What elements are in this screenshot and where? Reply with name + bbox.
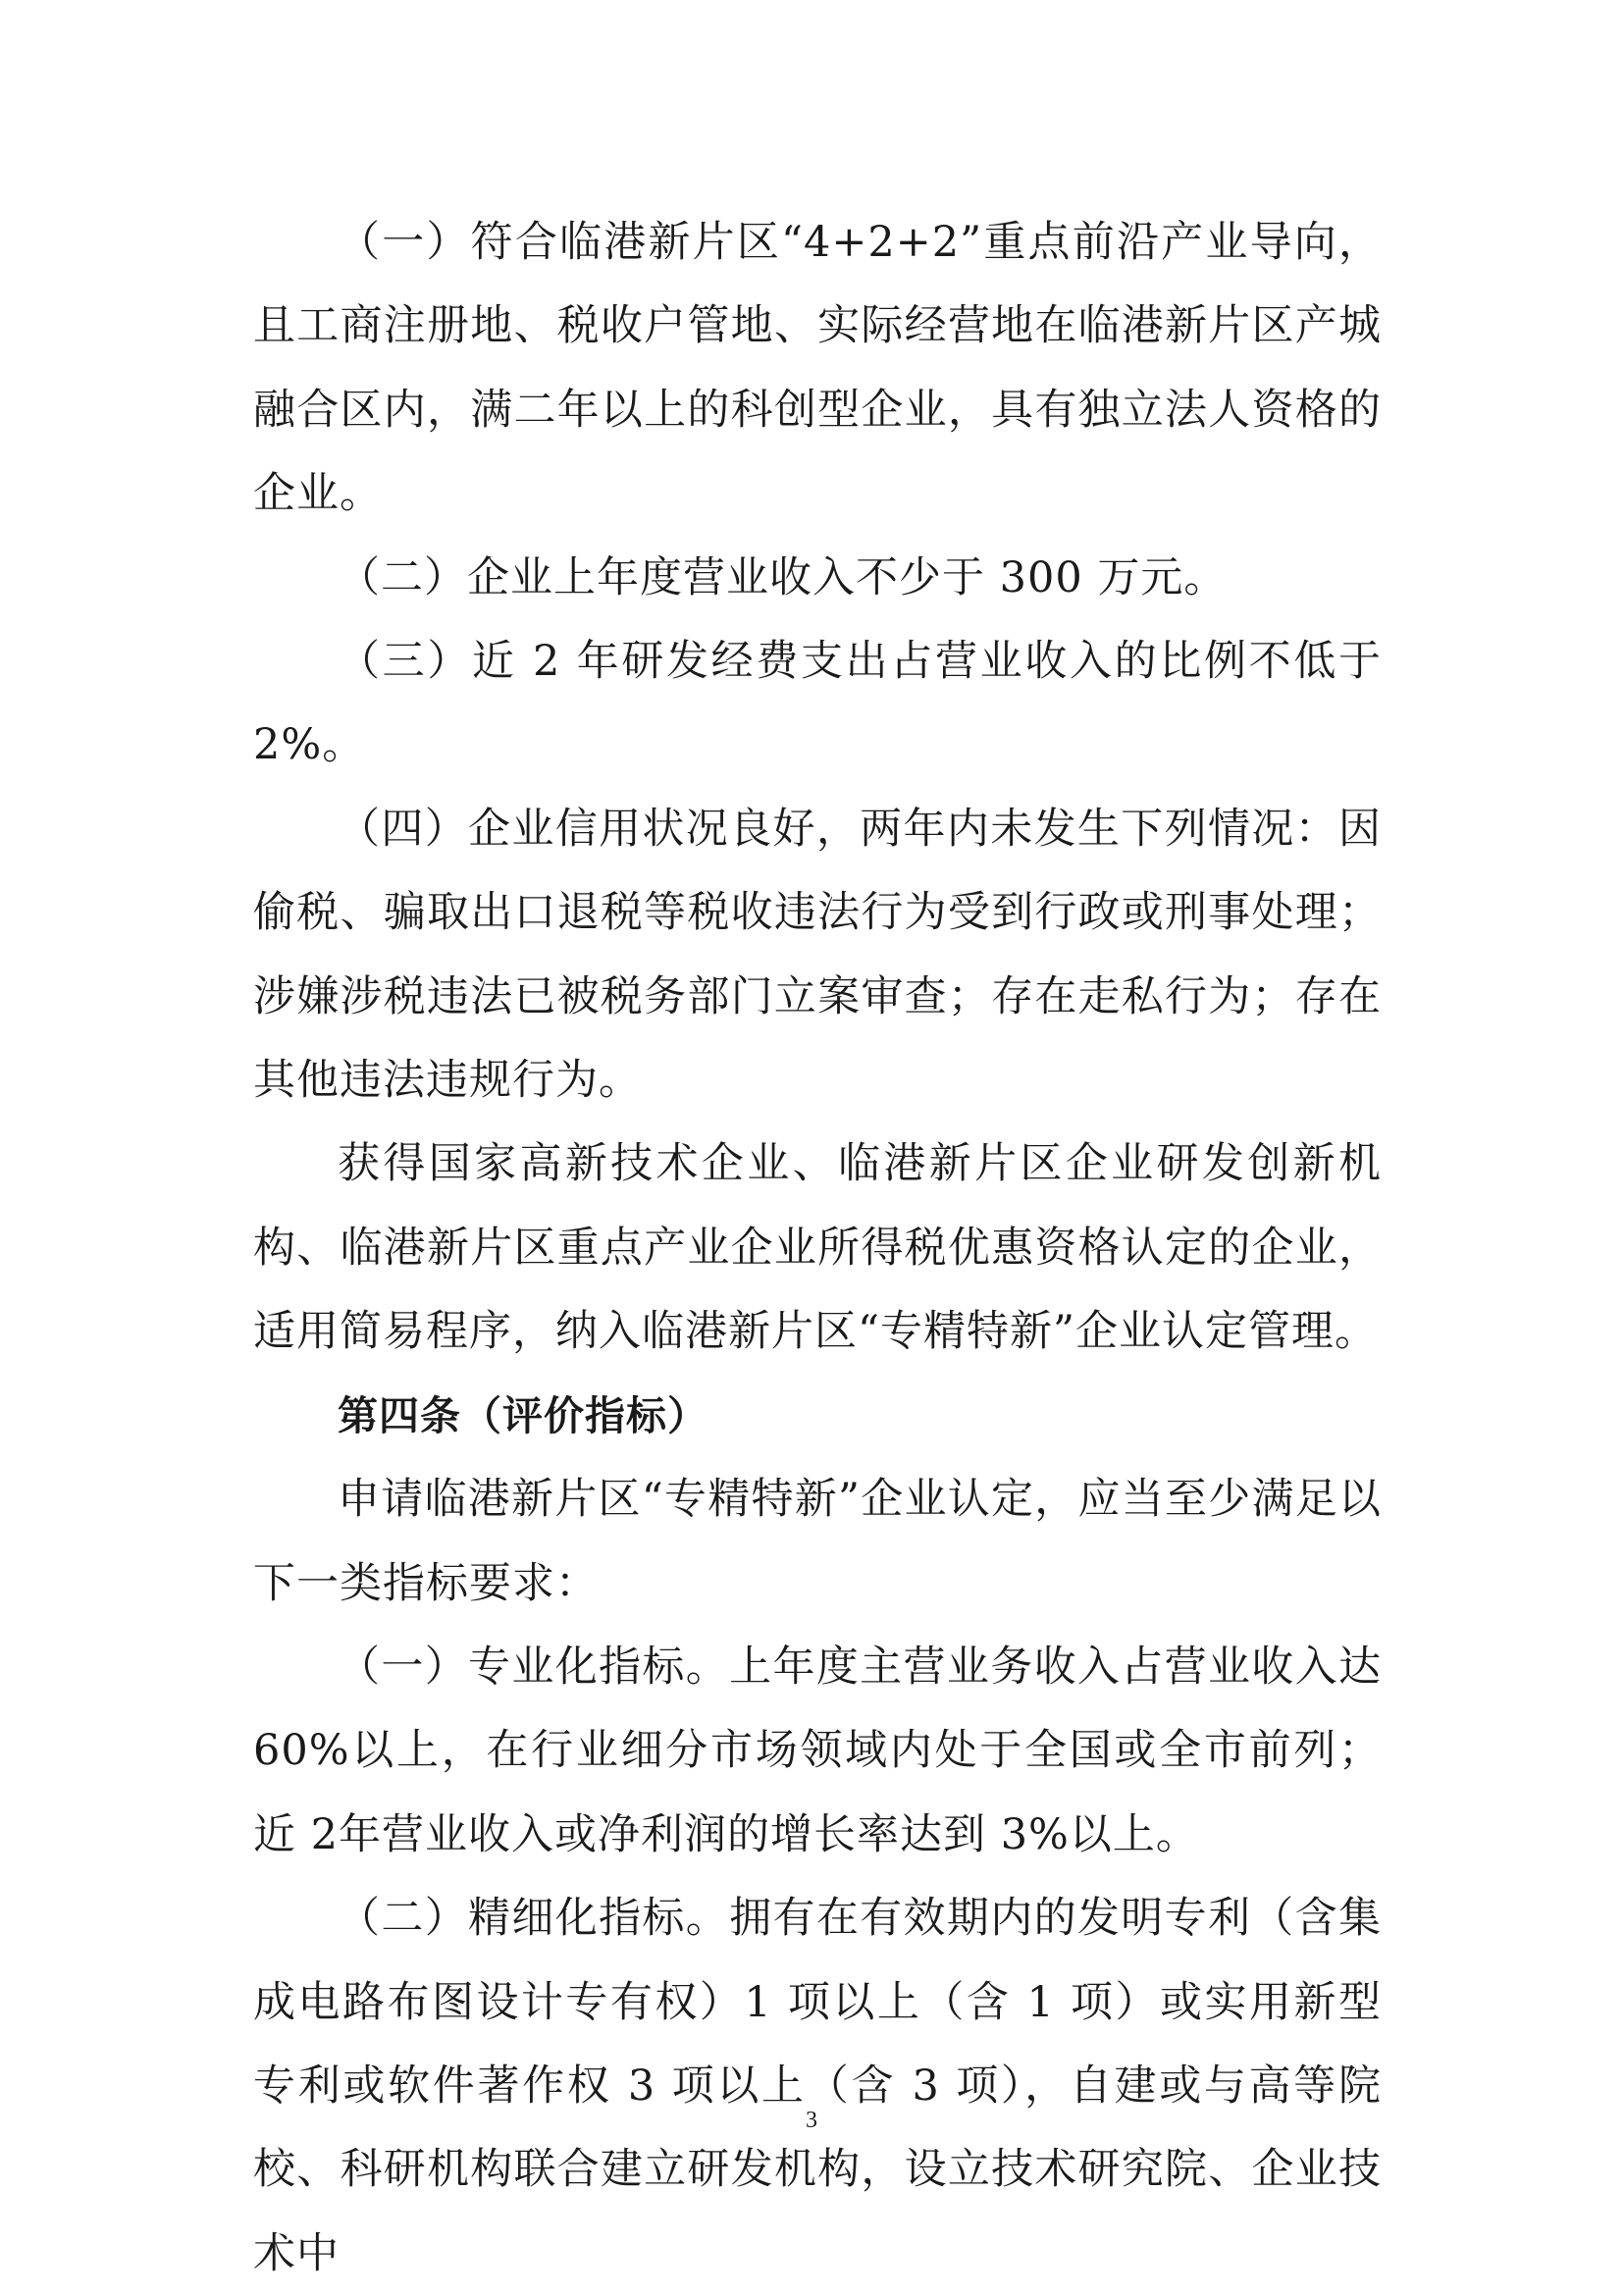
page-number: 3 (806, 2108, 817, 2133)
paragraph-simplified-procedure: 获得国家高新技术企业、临港新片区企业研发创新机构、临港新片区重点产业企业所得税优惠资格认定的企业，适用简易程序，纳入临港新片区“专精特新”企业认定管理。 (253, 1139, 1382, 1357)
paragraph-refinement-indicator: （二）精细化指标。拥有在有效期内的发明专利（含集成电路布图设计专有权）1 项以上（含 1 项）或实用新型专利或软件著作权 3 项以上（含 3 项），自建或与高等院校、科研机构联合建立研发机构，设立技术研究院、企业技术中 (253, 1894, 1382, 2278)
document-body (253, 201, 1382, 2296)
paragraph-condition-1: （一）符合临港新片区“4+2+2”重点前沿产业导向，且工商注册地、税收户管地、实际经营地在临港新片区产城融合区内，满二年以上的科创型企业，具有独立法人资格的企业。 (253, 218, 1382, 519)
paragraph-specialization-indicator: （一）专业化指标。上年度主营业务收入占营业收入达60%以上，在行业细分市场领域内处于全国或全市前列；近 2年营业收入或净利润的增长率达到 3%以上。 (253, 1642, 1382, 1859)
article-heading: 第四条（评价指标） (338, 1391, 708, 1439)
paragraph-indicator-intro: 申请临港新片区“专精特新”企业认定，应当至少满足以下一类指标要求： (253, 1475, 1382, 1608)
paragraph-condition-2: （二）企业上年度营业收入不少于 300 万元。 (338, 552, 1228, 602)
paragraph-condition-4: （四）企业信用状况良好，两年内未发生下列情况：因偷税、骗取出口退税等税收违法行为受到行政或刑事处理；涉嫌涉税违法已被税务部门立案审查；存在走私行为；存在其他违法违规行为。 (253, 804, 1382, 1106)
paragraph-condition-3: （三）近 2 年研发经费支出占营业收入的比例不低于 2%。 (253, 637, 1382, 770)
